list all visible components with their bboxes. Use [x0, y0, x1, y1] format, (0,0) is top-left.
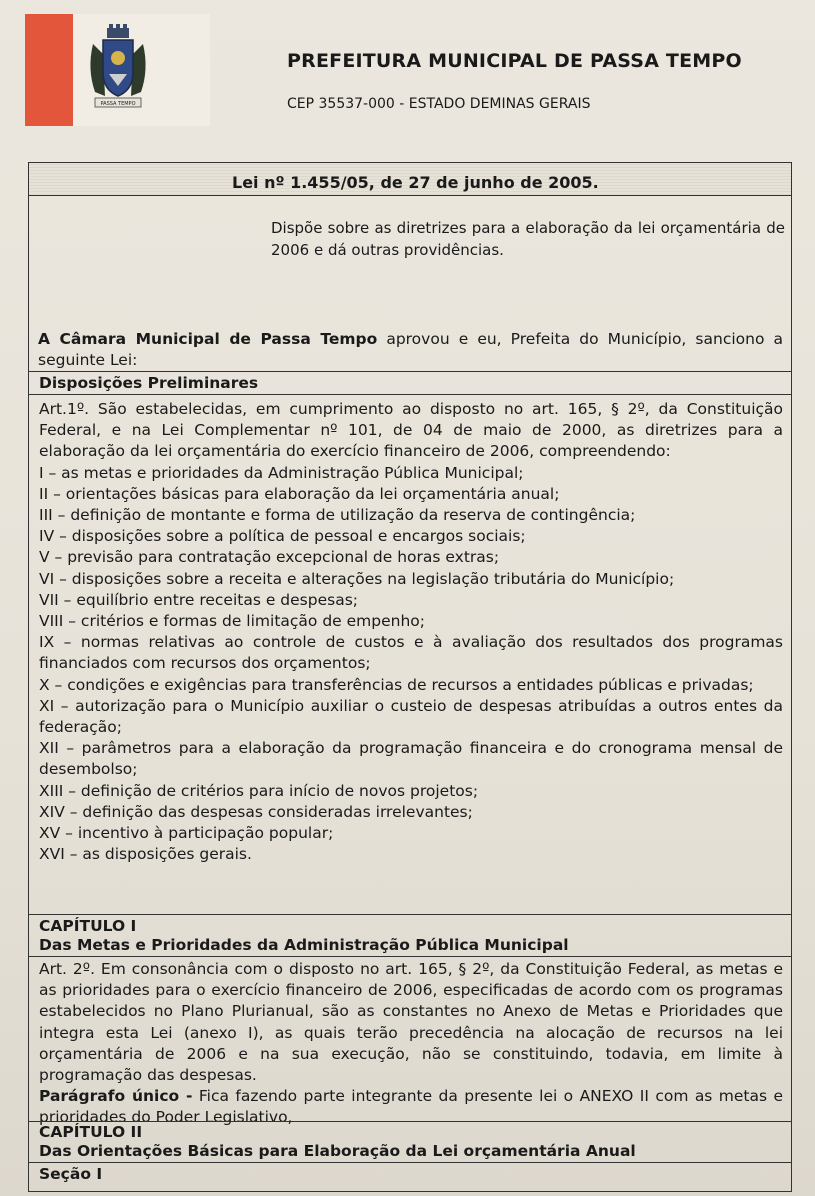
- page-title: PREFEITURA MUNICIPAL DE PASSA TEMPO: [287, 50, 742, 72]
- law-ementa: Dispõe sobre as diretrizes para a elaboração da lei orçamentária de 2006 e dá outras providências.: [271, 219, 785, 259]
- list-item: XII – parâmetros para a elaboração da programação financeira e do cronograma mensal de desembolso;: [39, 739, 783, 779]
- divider: [29, 394, 791, 395]
- list-item: X – condições e exigências para transferências de recursos a entidades públicas e privadas;: [39, 675, 754, 694]
- chapter-label: CAPÍTULO II: [39, 1123, 143, 1141]
- chapter-title: Das Metas e Prioridades da Administração Pública Municipal: [39, 936, 569, 954]
- chapter-title: Das Orientações Básicas para Elaboração da Lei orçamentária Anual: [39, 1142, 636, 1160]
- sole-paragraph-text: Fica fazendo parte integrante da presente lei o ANEXO II com as metas e prioridades do Poder Legislativo,: [39, 1087, 783, 1127]
- sole-paragraph: [39, 1086, 783, 1128]
- flag-white-field: [73, 14, 210, 126]
- divider: [29, 956, 791, 957]
- divider: [29, 371, 791, 372]
- article-2-text: Art. 2º. Em consonância com o disposto no art. 165, § 2º, da Constituição Federal, as metas e as prioridades para o exercício financeiro de 2006, especificadas de acordo com os programas estabelecidos no Plano Plurianual, são as constantes no Anexo de Metas e Prioridades que integra esta Lei (anexo I), as quais terão precedência na alocação de recursos na lei orçamentária de 2006 e na sua execução, não se constituindo, todavia, em limite à programação das despesas.: [39, 960, 783, 1085]
- flag-red-stripe: [25, 14, 73, 126]
- list-item: I – as metas e prioridades da Administração Pública Municipal;: [39, 463, 524, 482]
- section-heading: Disposições Preliminares: [39, 374, 259, 392]
- law-document-box: [28, 162, 792, 1192]
- chapter-label: CAPÍTULO I: [39, 917, 137, 935]
- list-item: XIII – definição de critérios para início de novos projetos;: [39, 781, 479, 800]
- article-2: [39, 959, 783, 1129]
- list-item: VI – disposições sobre a receita e alterações na legislação tributária do Município;: [39, 569, 675, 588]
- list-item: IX – normas relativas ao controle de custos e à avaliação dos resultados dos programas financiados com recursos dos orçamentos;: [39, 633, 783, 673]
- list-item: XI – autorização para o Município auxiliar o custeio de despesas atribuídas a outros entes da federação;: [39, 696, 783, 737]
- coat-of-arms-icon: [83, 24, 153, 114]
- list-item: II – orientações básicas para elaboração da lei orçamentária anual;: [39, 484, 560, 503]
- list-item: V – previsão para contratação excepcional de horas extras;: [39, 548, 500, 567]
- list-item: XVI – as disposições gerais.: [39, 845, 252, 864]
- law-preamble: [38, 329, 783, 371]
- address-line: CEP 35537-000 - ESTADO DEMINAS GERAIS: [287, 96, 591, 112]
- list-item: XIV – definição das despesas consideradas irrelevantes;: [39, 802, 473, 821]
- list-item: VII – equilíbrio entre receitas e despesas;: [39, 590, 358, 609]
- divider: [29, 914, 791, 915]
- list-item: XV – incentivo à participação popular;: [39, 824, 334, 843]
- divider: [29, 1121, 791, 1122]
- law-title-bar: [29, 163, 791, 196]
- list-item: III – definição de montante e forma de utilização da reserva de contingência;: [39, 506, 636, 525]
- preamble-text: aprovou e eu, Prefeita do Município, sanciono a seguinte Lei:: [38, 330, 784, 369]
- divider: [29, 1162, 791, 1163]
- law-title: Lei nº 1.455/05, de 27 de junho de 2005.: [232, 173, 599, 192]
- list-item: IV – disposições sobre a política de pessoal e encargos sociais;: [39, 527, 526, 546]
- municipal-flag: [25, 14, 210, 126]
- crest-banner-text: PASSA TEMPO: [100, 101, 136, 107]
- list-item: VIII – critérios e formas de limitação de empenho;: [39, 612, 425, 631]
- sole-paragraph-label: Parágrafo único -: [39, 1087, 193, 1106]
- article-1-intro: Art.1º. São estabelecidas, em cumprimento ao disposto no art. 165, § 2º, da Constituição Federal, e na Lei Complementar nº 101, de 04 de maio de 2000, as diretrizes para a elaboração da lei orçamentária do exercício financeiro de 2006, compreendendo:: [39, 400, 783, 461]
- preamble-bold: A Câmara Municipal de Passa Tempo: [38, 330, 378, 348]
- article-1: [39, 399, 783, 865]
- section-label: Seção I: [39, 1165, 103, 1183]
